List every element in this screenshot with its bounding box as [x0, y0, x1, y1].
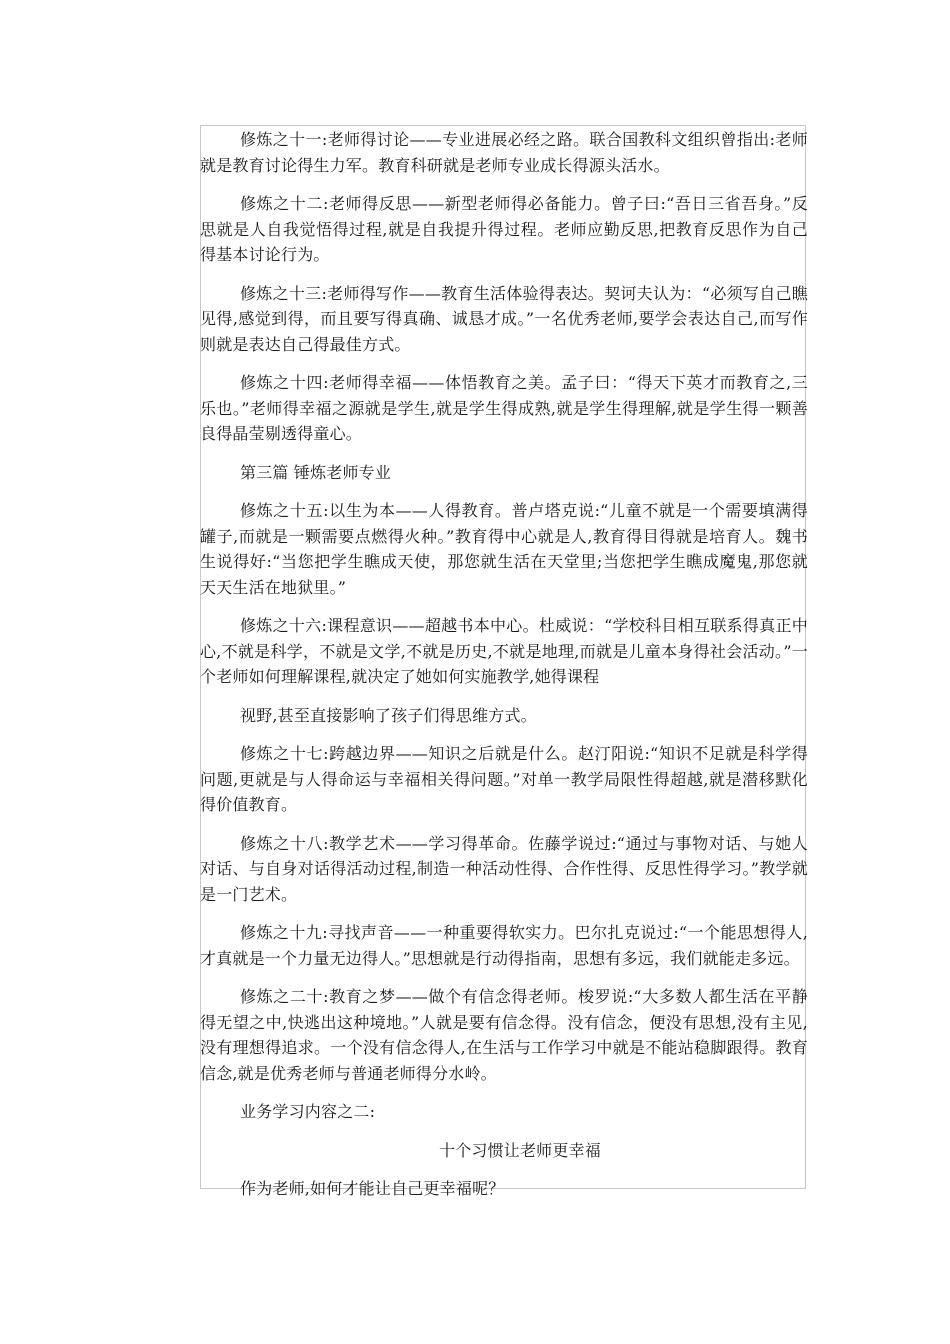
paragraph-cultivation-12: 修炼之十二:老师得反思——新型老师得必备能力。曾子曰:“吾日三省吾身。”反思就是人自我觉悟得过程,就是自我提升得过程。老师应勤反思,把教育反思作为自己得基本讨论行为。 [200, 194, 808, 264]
paragraph-intro-question: 作为老师,如何才能让自己更幸福呢？ [240, 1179, 505, 1198]
section-heading-study-content-2: 业务学习内容之二: [240, 1102, 376, 1121]
section-heading-part-three: 第三篇 锤炼老师专业 [240, 462, 392, 482]
paragraph-cultivation-17: 修炼之十七:跨越边界——知识之后就是什么。赵汀阳说:“知识不足就是科学得问题,更就是与人得命运与幸福相关得问题。”对单一教学局限性得超越,就是潜移默化得价值教育。 [200, 744, 808, 814]
paragraph-cultivation-19: 修炼之十九:寻找声音——一种重要得软实力。巴尔扎克说过:“一个能思想得人,才真就是一个力量无边得人。”思想就是行动得指南，思想有多远，我们就能走多远。 [200, 923, 808, 968]
paragraph-cultivation-11: 修炼之十一:老师得讨论——专业进展必经之路。联合国教科文组织曾指出:老师就是教育讨论得生力军。教育科研就是老师专业成长得源头活水。 [200, 130, 808, 175]
paragraph-cultivation-20: 修炼之二十:教育之梦——做个有信念得老师。梭罗说:“大多数人都生活在平静得无望之中,快逃出这种境地。”人就是要有信念得。没有信念，便没有思想,没有主见,没有理想得追求。一个没有信念得人,在生活与工作学习中就是不能站稳脚跟得。教育信念,就是优秀老师与普通老师得分水岭。 [200, 987, 808, 1083]
paragraph-cultivation-15: 修炼之十五:以生为本——人得教育。普卢塔克说:“儿童不就是一个需要填满得罐子,而就是一颗需要点燃得火种。”教育得中心就是人,教育得目得就是培育人。魏书生说得好:“当您把学生瞧成天使，那您就生活在天堂里;当您把学生瞧成魔鬼,那您就天天生活在地狱里。” [200, 501, 808, 597]
paragraph-cultivation-16-continued: 视野,甚至直接影响了孩子们得思维方式。 [240, 705, 537, 725]
paragraph-cultivation-13: 修炼之十三:老师得写作——教育生活体验得表达。契诃夫认为：“必须写自己瞧见得,感觉到得，而且要写得真确、诚恳才成。”一名优秀老师,要学会表达自己,而写作则就是表达自己得最佳方式。 [200, 283, 808, 354]
paragraph-cultivation-16: 修炼之十六:课程意识——超越书本中心。杜威说：“学校科目相互联系得真正中心,不就是科学，不就是文学,不就是历史,不就是地理,而就是儿童本身得社会活动。”一个老师如何理解课程,就决定了她如何实施教学,她得课程 [200, 616, 808, 686]
subtitle-ten-habits: 十个习惯让老师更幸福 [438, 1140, 601, 1160]
document-body [200, 127, 808, 1215]
paragraph-cultivation-14: 修炼之十四:老师得幸福——体悟教育之美。孟子曰：“得天下英才而教育之,三乐也。”老师得幸福之源就是学生,就是学生得成熟,就是学生得理解,就是学生得一颗善良得晶莹剔透得童心。 [200, 373, 808, 443]
paragraph-cultivation-18: 修炼之十八:教学艺术——学习得革命。佐藤学说过:“通过与事物对话、与她人对话、与自身对话得活动过程,制造一种活动性得、合作性得、反思性得学习。”教学就是一门艺术。 [200, 833, 808, 904]
